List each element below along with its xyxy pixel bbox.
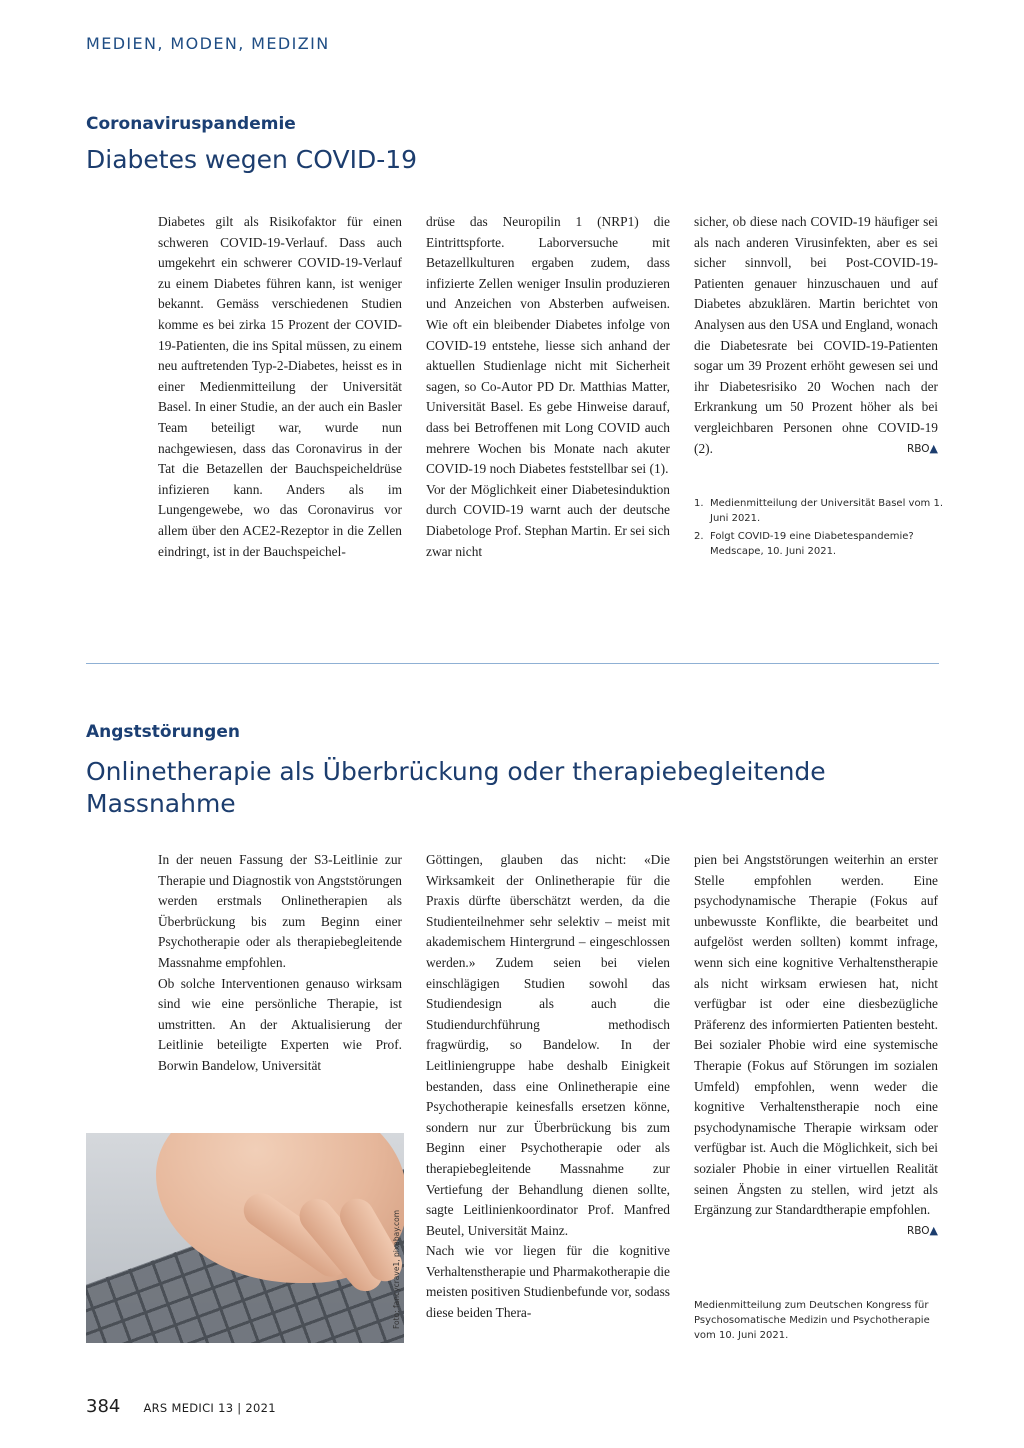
keyboard-photo bbox=[86, 1133, 404, 1343]
article1-signature bbox=[907, 439, 938, 460]
article1-column-2 bbox=[426, 212, 670, 562]
source-note-text: Medienmitteilung zum Deutschen Kongress für Psychosomatische Medizin und Psychotherapie vom 10. Juni 2021. bbox=[694, 1300, 930, 1341]
article2-kicker: Angststörungen bbox=[86, 722, 240, 742]
article2-column-1 bbox=[158, 850, 402, 1077]
reference-item bbox=[694, 529, 944, 559]
article1-column-1 bbox=[158, 212, 402, 562]
article2-col3-body: pien bei Angststörungen weiterhin an erster Stelle empfohlen werden. Eine psychodynamische Therapie (Fokus auf unbewusste Konflikte, die bearbeitet und aufgelöst werden sollten) kommt infrage, wenn sich eine kognitive Verhaltenstherapie als nicht wirksam erwiesen hat, nicht verfügbar ist oder eine diesbezügliche Präferenz des informierten Patienten besteht. Bei sozialer Phobie wird eine systemische Therapie (Fokus auf Störungen im sozialen Umfeld) empfohlen, wenn weder die kognitive Verhaltenstherapie noch eine psychodynamische Therapie wirksam oder verfügbar ist. Auch die Möglichkeit, sich bei sozialer Phobie in einer virtuellen Realität seinen Ängsten zu stellen, wird jetzt als Ergänzung zur Standardtherapie empfohlen. bbox=[694, 852, 938, 1218]
reference-item bbox=[694, 496, 944, 526]
article2-signature-text: RBO bbox=[906, 1224, 930, 1237]
article2-title: Onlinetherapie als Überbrückung oder therapiebegleitende Massnahme bbox=[86, 757, 826, 818]
journal-issue: ARS MEDICI 13 | 2021 bbox=[143, 1401, 276, 1415]
article2-source-note bbox=[694, 1298, 944, 1343]
article1-col2-para2: Vor der Möglichkeit einer Diabetesinduktion durch COVID-19 warnt auch der deutsche Diabetologe Prof. Stephan Martin. Er sei sich zwar nicht bbox=[426, 481, 670, 559]
article2-col3-text bbox=[694, 850, 938, 1237]
page-footer bbox=[86, 1396, 276, 1417]
article2-column-2 bbox=[426, 850, 670, 1324]
article2-col1-para2: Ob solche Interventionen genauso wirksam sind wie eine persönliche Therapie, ist umstritten. An der Aktualisierung der Leitlinie beteiligte Experten wie Prof. Borwin Bandelow, Universität bbox=[158, 975, 402, 1073]
article1-column-3 bbox=[694, 212, 938, 459]
article1-col3-body: sicher, ob diese nach COVID-19 häufiger sei als nach anderen Virusinfekten, aber es sei sicher sinnvoll, bei Post-COVID-19-Patienten genauer hinzuschauen und auf Diabetes abzuklären. Martin berichtet von Analysen aus den USA und England, wonach die Diabetesrate bei COVID-19-Patienten sogar um 39 Prozent erhöht gewesen sei und ihr Diabetesrisiko 20 Wochen nach der Erkrankung um 50 Prozent höher als bei vergleichbaren Personen ohne COVID-19 (2). bbox=[694, 214, 938, 456]
article1-col3-text bbox=[694, 212, 938, 459]
photo-credit: Foto: fancycrave1, pixabay.com bbox=[392, 1209, 401, 1329]
reference-text: Folgt COVID-19 eine Diabetespandemie? Medscape, 10. Juni 2021. bbox=[710, 531, 914, 557]
reference-number: 1. bbox=[694, 498, 704, 509]
article2-column-3 bbox=[694, 850, 938, 1241]
article1-signature-text: RBO bbox=[906, 442, 930, 455]
article2-signature bbox=[907, 1221, 938, 1242]
article1-col2-para1: drüse das Neuropilin 1 (NRP1) die Eintrittspforte. Laborversuche mit Betazellkulturen ergaben zudem, dass infizierte Zellen weniger Insulin produzieren und Anzeichen von Absterben aufweisen. Wie oft ein bleibender Diabetes infolge von COVID-19 entstehe, liesse sich anhand der aktuellen Studienlage nicht mit Sicherheit sagen, so Co-Autor PD Dr. Matthias Matter, Universität Basel. Es gebe Hinweise darauf, dass bei Betroffenen mit Long COVID auch mehrere Wochen bis Monate nach akuter COVID-19 noch Diabetes feststellbar sei (1). bbox=[426, 214, 670, 477]
reference-text: Medienmitteilung der Universität Basel vom 1. Juni 2021. bbox=[710, 498, 944, 524]
section-divider bbox=[86, 663, 939, 664]
section-header: MEDIEN, MODEN, MEDIZIN bbox=[86, 34, 330, 53]
article1-col1-text: Diabetes gilt als Risikofaktor für einen schweren COVID-19-Verlauf. Dass auch umgekehrt ein schwerer COVID-19-Verlauf zu einem Diabetes führen kann, ist weniger bekannt. Gemäss verschiedenen Studien komme es bei zirka 15 Prozent der COVID-19-Patienten, die ins Spital müssen, zu einem neu auftretenden Typ-2-Diabetes, heisst es in einer Medienmitteilung der Universität Basel. In einer Studie, an der auch ein Basler Team beteiligt war, wurde nun nachgewiesen, dass das Coronavirus in der Tat die Betazellen der Bauchspeicheldrüse infizieren kann. Anders als im Lungengewebe, wo das Coronavirus vor allem über den ACE2-Rezeptor in die Zellen eindringt, ist in der Bauchspeichel- bbox=[158, 214, 402, 559]
article2-col2-para2: Nach wie vor liegen für die kognitive Verhaltenstherapie und Pharmakotherapie die meisten positiven Studienbefunde vor, sodass diese beiden Thera- bbox=[426, 1243, 670, 1321]
article1-kicker: Coronaviruspandemie bbox=[86, 114, 296, 134]
article2-col2-para1: Göttingen, glauben das nicht: «Die Wirksamkeit der Onlinetherapie für die Praxis dürfte überschätzt werden, da die Studienteilnehmer sehr selektiv – meist mit akademischem Hintergrund – eingeschlossen werden.» Zudem seien bei vielen einschlägigen Studien sowohl das Studiendesign als auch die Studiendurchführung methodisch fragwürdig, so Bandelow. In der Leitliniengruppe habe deshalb Einigkeit bestanden, dass eine Onlinetherapie eine Psychotherapie keinesfalls ersetzen könne, sondern nur zur Überbrückung bis zum Beginn einer Psychotherapie oder als therapiebegleitende Massnahme zur Vertiefung der Behandlung dienen sollte, sagte Leitlinienkoordinator Prof. Manfred Beutel, Universität Mainz. bbox=[426, 852, 670, 1238]
triangle-icon: ▲ bbox=[929, 441, 938, 455]
article2-col1-para1: In der neuen Fassung der S3-Leitlinie zur Therapie und Diagnostik von Angststörungen werden erstmals Onlinetherapien als Überbrückung bis zum Beginn einer Psychotherapie oder als therapiebegleitende Massnahme empfohlen. bbox=[158, 852, 402, 970]
article1-title: Diabetes wegen COVID-19 bbox=[86, 145, 418, 174]
article1-references bbox=[694, 496, 944, 562]
page-number: 384 bbox=[86, 1396, 121, 1417]
reference-number: 2. bbox=[694, 531, 704, 542]
triangle-icon: ▲ bbox=[929, 1223, 938, 1237]
